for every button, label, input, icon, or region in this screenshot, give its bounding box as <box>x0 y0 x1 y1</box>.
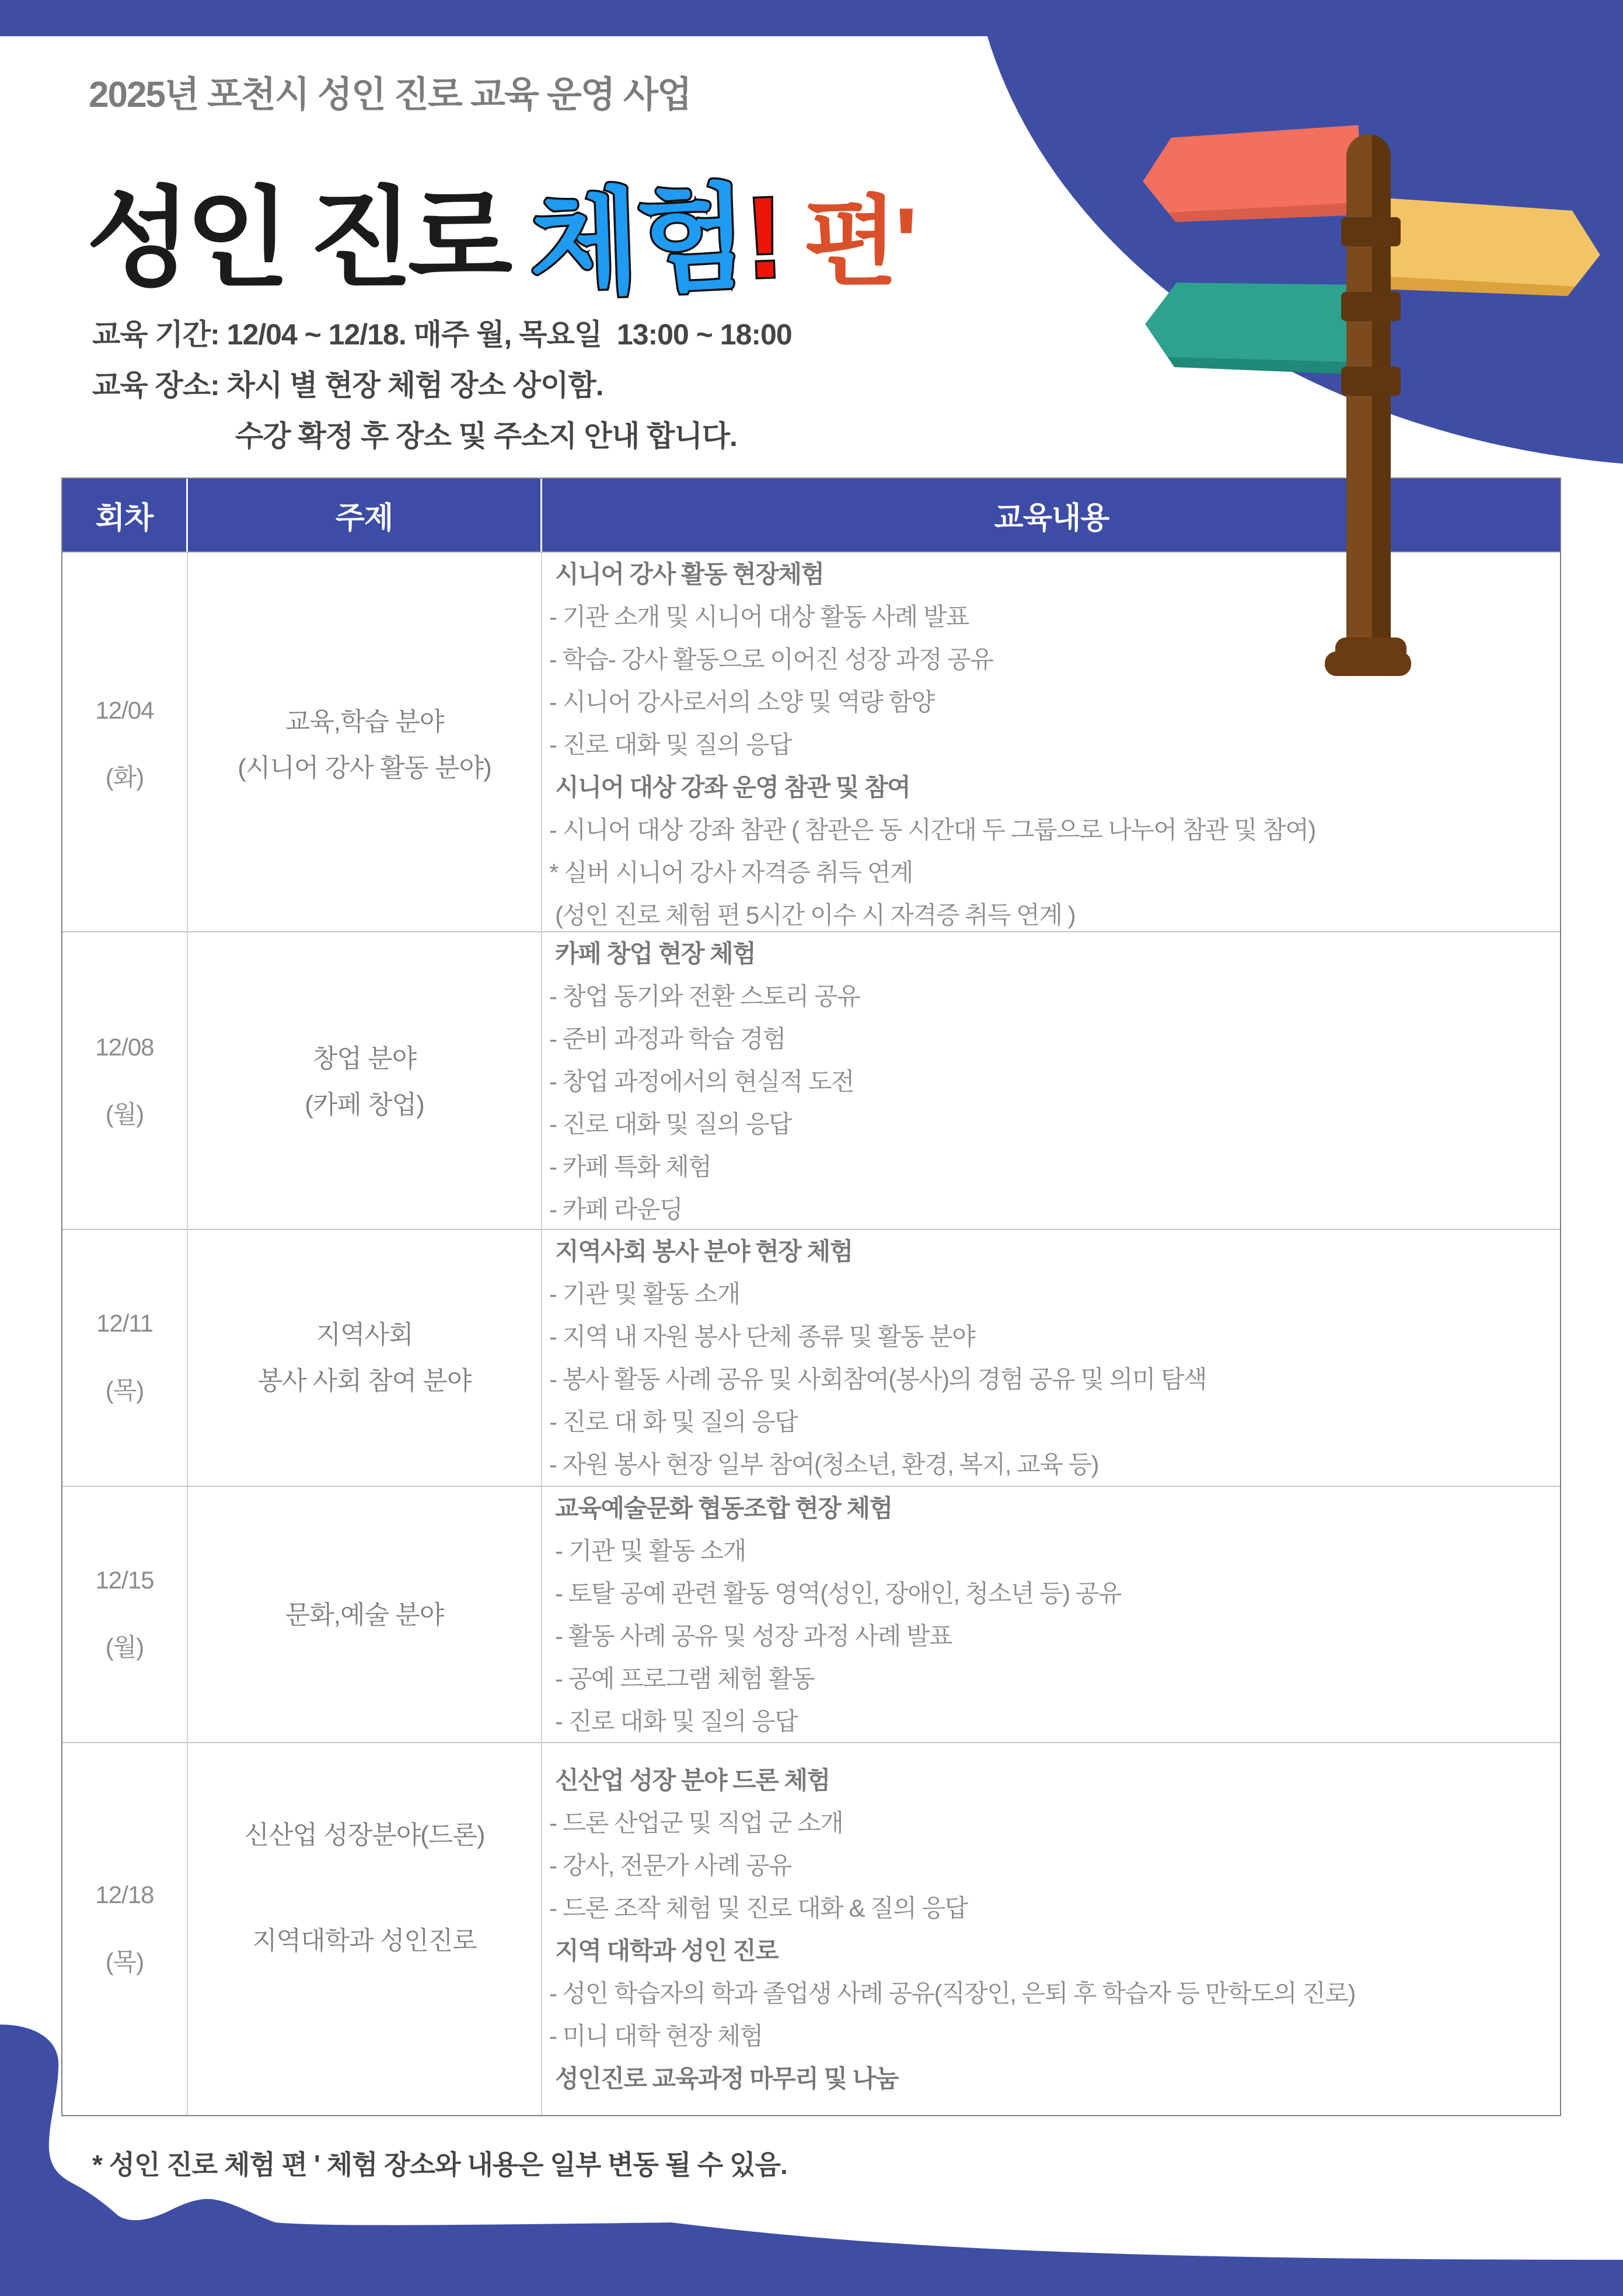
topic-line: 지역대학과 성인진로 <box>252 1926 477 1955</box>
session-day: (월) <box>105 1100 144 1128</box>
signpost-base-icon <box>1325 651 1411 676</box>
header-content: 교육내용 <box>994 501 1109 535</box>
content-line: - 기관 및 활동 소개 <box>549 1280 740 1308</box>
session-date: 12/04 <box>95 696 154 724</box>
topic-line: (시니어 강사 활동 분야) <box>238 753 491 782</box>
table-row <box>62 1742 1560 2115</box>
content-line: - 미니 대학 현장 체험 <box>549 2022 763 2050</box>
signpost-joint-icon <box>1341 367 1401 396</box>
content-heading: 지역사회 봉사 분야 현장 체험 <box>549 1238 853 1265</box>
table-header-row <box>62 479 1560 552</box>
signpost-red-arrow-icon <box>1140 125 1363 226</box>
signpost-joint-icon <box>1341 292 1401 321</box>
topic-line: 신산업 성장분야(드론) <box>244 1821 485 1849</box>
topic-cell <box>188 553 542 936</box>
info-block <box>92 309 792 462</box>
topic-cell <box>188 1487 542 1743</box>
content-line: - 기관 소개 및 시니어 대상 활동 사례 발표 <box>549 603 969 630</box>
session-date: 12/15 <box>95 1566 154 1594</box>
session-cell <box>62 553 188 936</box>
table-row <box>62 1229 1560 1486</box>
signpost-yellow-arrow-icon <box>1382 198 1603 300</box>
content-line: - 시니어 강사로서의 소양 및 역량 함양 <box>549 688 934 716</box>
topic-line: 지역사회 <box>316 1321 413 1349</box>
signpost-teal-arrow-icon <box>1144 279 1363 375</box>
content-line: - 진로 대화 및 질의 응답 <box>549 1708 798 1735</box>
content-line: - 기관 및 활동 소개 <box>549 1537 746 1565</box>
content-heading: 시니어 대상 강좌 운영 참관 및 참여 <box>549 774 910 801</box>
content-line: - 시니어 대상 강좌 참관 ( 참관은 동 시간대 두 그룹으로 나누어 참관 및 참여) <box>549 816 1315 844</box>
header-topic: 주제 <box>188 479 542 552</box>
content-line: - 학습- 강사 활동으로 이어진 성장 과정 공유 <box>549 646 993 673</box>
content-line: - 드론 산업군 및 직업 군 소개 <box>549 1809 843 1837</box>
content-line: - 카페 라운딩 <box>549 1196 683 1223</box>
topic-cell <box>188 1743 542 2115</box>
content-line: - 준비 과정과 학습 경험 <box>549 1025 786 1053</box>
content-cell <box>542 1487 1561 1743</box>
content-line: - 지역 내 자원 봉사 단체 종류 및 활동 분야 <box>549 1323 975 1350</box>
content-cell <box>542 553 1561 936</box>
content-heading: 신산업 성장 분야 드론 체험 <box>549 1766 830 1794</box>
content-line: - 드론 조작 체험 및 진로 대화 & 질의 응답 <box>549 1894 968 1922</box>
content-heading: 교육예술문화 협동조합 현장 체험 <box>549 1494 892 1522</box>
table-row <box>62 1486 1560 1742</box>
session-cell <box>62 932 188 1231</box>
content-cell <box>542 1230 1561 1486</box>
topic-cell <box>188 1230 542 1486</box>
session-date: 12/11 <box>96 1309 153 1337</box>
content-line: - 성인 학습자의 학과 졸업생 사례 공유(직장인, 은퇴 후 학습자 등 만학도의 진로) <box>549 1979 1355 2007</box>
content-cell <box>542 932 1561 1231</box>
table-row <box>62 552 1560 931</box>
schedule-table <box>61 478 1561 2116</box>
table-body <box>62 552 1560 2115</box>
info-line: 교육 장소: 차시 별 현장 체험 장소 상이함. <box>92 369 603 402</box>
info-line: 교육 기간: 12/04 ~ 12/18. 매주 월, 목요일 13:00 ~ 18:00 <box>92 318 792 351</box>
footnote: * 성인 진로 체험 편 ' 체험 장소와 내용은 일부 변동 될 수 있음. <box>92 2149 787 2180</box>
content-line: - 자원 봉사 현장 일부 참여(청소년, 환경, 복지, 교육 등) <box>549 1451 1098 1478</box>
content-line: - 봉사 활동 사례 공유 및 사회참여(봉사)의 경험 공유 및 의미 탐색 <box>549 1365 1207 1393</box>
topic-line: 교육,학습 분야 <box>285 707 444 736</box>
table-row <box>62 931 1560 1229</box>
content-line: - 진로 대 화 및 질의 응답 <box>549 1408 798 1436</box>
content-line: - 창업 동기와 전환 스토리 공유 <box>549 982 860 1010</box>
program-subtitle: 2025년 포천시 성인 진로 교육 운영 사업 <box>89 75 691 115</box>
topic-cell <box>188 932 542 1231</box>
session-cell <box>62 1230 188 1486</box>
content-cell <box>542 1743 1561 2115</box>
info-line: 수강 확정 후 장소 및 주소지 안내 합니다. <box>235 420 737 452</box>
content-line: - 토탈 공예 관련 활동 영역(성인, 장애인, 청소년 등) 공유 <box>549 1580 1122 1607</box>
header-session: 회차 <box>62 479 188 552</box>
signpost-pole-icon <box>1346 134 1391 663</box>
signpost-joint-icon <box>1341 217 1401 246</box>
content-heading: 시니어 강사 활동 현장체험 <box>549 560 824 588</box>
page-title <box>86 145 915 309</box>
title-orange-part: 편' <box>803 187 915 297</box>
content-heading: 카페 창업 현장 체험 <box>549 940 756 967</box>
content-line: * 실버 시니어 강사 자격증 취득 연계 <box>549 859 913 886</box>
session-day: (목) <box>105 1377 144 1404</box>
session-day: (목) <box>105 1947 144 1976</box>
content-line: - 진로 대화 및 질의 응답 <box>549 1110 791 1138</box>
content-line: (성인 진로 체험 편 5시간 이수 시 자격증 취득 연계 ) <box>549 901 1076 929</box>
content-line: - 창업 과정에서의 현실적 도전 <box>549 1068 854 1095</box>
content-line: - 활동 사례 공유 및 성장 과정 사례 발표 <box>549 1622 952 1650</box>
content-line: - 진로 대화 및 질의 응답 <box>549 731 791 758</box>
session-date: 12/08 <box>95 1033 154 1061</box>
session-date: 12/18 <box>95 1880 154 1908</box>
session-day: (월) <box>105 1633 144 1661</box>
title-exclamation: ! <box>743 173 784 302</box>
content-heading: 지역 대학과 성인 진로 <box>549 1936 779 1964</box>
session-day: (화) <box>105 763 144 791</box>
topic-line: 문화,예술 분야 <box>285 1600 444 1629</box>
content-line: - 카페 특화 체험 <box>549 1153 711 1180</box>
content-line: - 강사, 전문가 사례 공유 <box>549 1851 791 1879</box>
topic-line: 창업 분야 <box>312 1044 417 1073</box>
session-cell <box>62 1743 188 2115</box>
topic-line: 봉사 사회 참여 분야 <box>257 1367 472 1395</box>
title-blue-part: 체험! <box>527 173 784 310</box>
content-heading: 성인진로 교육과정 마무리 및 나눔 <box>549 2064 898 2092</box>
topic-line: (카페 창업) <box>305 1090 424 1119</box>
title-black-part: 성인 진로 <box>86 179 507 299</box>
content-line: - 공예 프로그램 체험 활동 <box>549 1665 815 1692</box>
session-cell <box>62 1487 188 1743</box>
